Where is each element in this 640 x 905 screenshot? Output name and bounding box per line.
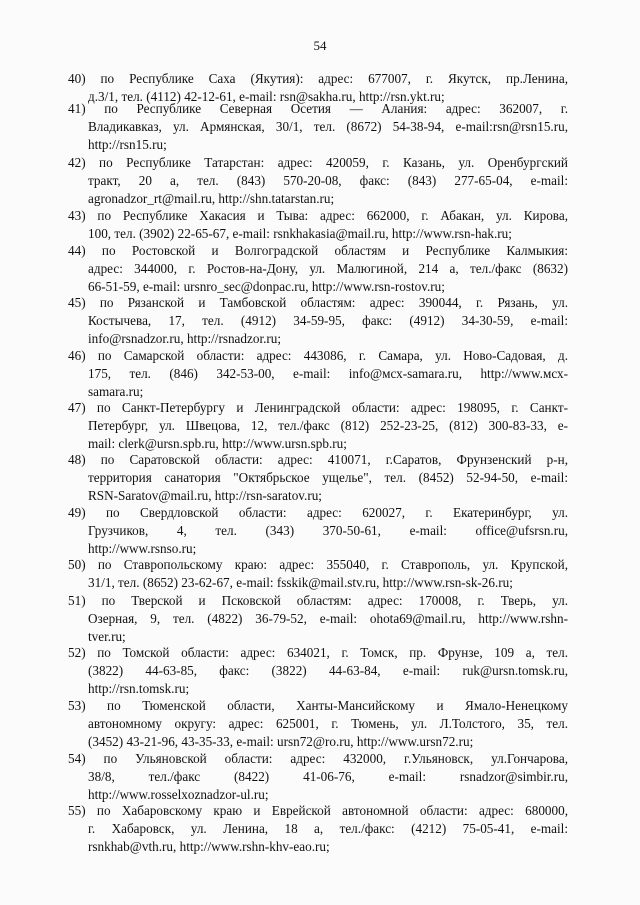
entry-line: 42) по Республике Татарстан: адрес: 420059, г. Казань, ул. Оренбургский — [68, 155, 568, 170]
entry-line: http://www.rsnso.ru; — [88, 541, 197, 556]
entry-line: http://rsn15.ru; — [88, 137, 167, 152]
entry-line: 46) по Самарской области: адрес: 443086, г. Самара, ул. Ново-Садовая, д. — [68, 348, 568, 363]
entry-line: (3452) 43-21-96, 43-35-33, e-mail: ursn72@ro.ru, http://www.ursn72.ru; — [88, 734, 474, 749]
entry-line: rsnkhab@vth.ru, http://www.rshn-khv-eao.ru; — [88, 839, 330, 854]
entry-line: 47) по Санкт-Петербургу и Ленинградской области: адрес: 198095, г. Санкт- — [68, 400, 568, 415]
entry-line: автономному округу: адрес: 625001, г. Тюмень, ул. Л.Толстого, 35, тел. — [88, 716, 568, 731]
entry-line: 48) по Саратовской области: адрес: 410071, г.Саратов, Фрунзенский р-н, — [68, 452, 568, 467]
entry-line: Владикавказ, ул. Армянская, 30/1, тел. (8672) 54-38-94, e-mail:rsn@rsn15.ru, — [88, 119, 568, 134]
entry-line: RSN-Saratov@mail.ru, http://rsn-saratov.ru; — [88, 488, 322, 503]
entry-line: mail: clerk@ursn.spb.ru, http://www.ursn.spb.ru; — [88, 436, 347, 451]
entry-line: 52) по Томской области: адрес: 634021, г. Томск, пр. Фрунзе, 109 а, тел. — [68, 645, 568, 660]
entry-line: agronadzor_rt@mail.ru, http://shn.tatarstan.ru; — [88, 191, 335, 206]
entry-line: 43) по Республике Хакасия и Тыва: адрес: 662000, г. Абакан, ул. Кирова, — [68, 208, 568, 223]
entry-line: 41) по Республике Северная Осетия — Алания: адрес: 362007, г. — [68, 101, 568, 116]
entry-line: 45) по Рязанской и Тамбовской областям: адрес: 390044, г. Рязань, ул. — [68, 295, 568, 310]
entry-line: 51) по Тверской и Псковской областям: адрес: 170008, г. Тверь, ул. — [68, 593, 568, 608]
entry-line: д.3/1, тел. (4112) 42-12-61, e-mail: rsn@sakha.ru, http://rsn.ykt.ru; — [88, 89, 445, 104]
entry-line: 40) по Республике Саха (Якутия): адрес: 677007, г. Якутск, пр.Ленина, — [68, 71, 568, 86]
page-number: 54 — [313, 38, 327, 53]
entry-line: 31/1, тел. (8652) 23-62-67, e-mail: fsskik@mail.stv.ru, http://www.rsn-sk-26.ru; — [88, 575, 513, 590]
entry-line: tver.ru; — [88, 629, 126, 644]
entry-line: 44) по Ростовской и Волгоградской областям и Республике Калмыкия: — [68, 243, 568, 258]
entry-line: http://www.rosselxoznadzor-ul.ru; — [88, 787, 269, 802]
entry-line: 55) по Хабаровскому краю и Еврейской автономной области: адрес: 680000, — [68, 803, 568, 818]
entry-line: 50) по Ставропольскому краю: адрес: 355040, г. Ставрополь, ул. Крупской, — [68, 557, 568, 572]
entry-line: http://rsn.tomsk.ru; — [88, 681, 190, 696]
entry-line: Грузчиков, 4, тел. (343) 370-50-61, e-mail: office@ufsrsn.ru, — [88, 523, 568, 538]
entry-line: info@rsnadzor.ru, http://rsnadzor.ru; — [88, 331, 282, 346]
entry-line: адрес: 344000, г. Ростов-на-Дону, ул. Малюгиной, 214 а, тел./факс (8632) — [88, 261, 568, 276]
entry-line: 38/8, тел./факс (8422) 41-06-76, e-mail: rsnadzor@simbir.ru, — [88, 769, 568, 784]
entry-line: samara.ru; — [88, 384, 144, 399]
entry-line: территория санатория "Октябрьское ущелье", тел. (8452) 52-94-50, e-mail: — [88, 470, 568, 485]
entry-line: 49) по Свердловской области: адрес: 620027, г. Екатеринбург, ул. — [68, 505, 568, 520]
entry-line: Озерная, 9, тел. (4822) 36-79-52, e-mail: ohota69@mail.ru, http://www.rshn- — [88, 611, 568, 626]
entry-line: 66-51-59, e-mail: ursnro_sec@donpac.ru, http://www.rsn-rostov.ru; — [88, 279, 445, 294]
entry-line: 175, тел. (846) 342-53-00, e-mail: info@мсх-samara.ru, http://www.мсх- — [88, 366, 568, 381]
entry-line: тракт, 20 а, тел. (843) 570-20-08, факс: (843) 277-65-04, e-mail: — [88, 173, 568, 188]
entry-line: 54) по Ульяновской области: адрес: 432000, г.Ульяновск, ул.Гончарова, — [68, 751, 568, 766]
entry-line: г. Хабаровск, ул. Ленина, 18 а, тел./факс: (4212) 75-05-41, e-mail: — [88, 821, 568, 836]
entry-line: Петербург, ул. Швецова, 12, тел./факс (812) 252-23-25, (812) 300-83-33, e- — [88, 418, 568, 433]
entry-line: 53) по Тюменской области, Ханты-Мансийскому и Ямало-Ненецкому — [68, 698, 568, 713]
entry-line: (3822) 44-63-85, факс: (3822) 44-63-84, e-mail: ruk@ursn.tomsk.ru, — [88, 663, 568, 678]
entry-line: 100, тел. (3902) 22-65-67, e-mail: rsnkhakasia@mail.ru, http://www.rsn-hak.ru; — [88, 226, 512, 241]
entry-line: Костычева, 17, тел. (4912) 34-59-95, факс: (4912) 34-30-59, e-mail: — [88, 313, 568, 328]
